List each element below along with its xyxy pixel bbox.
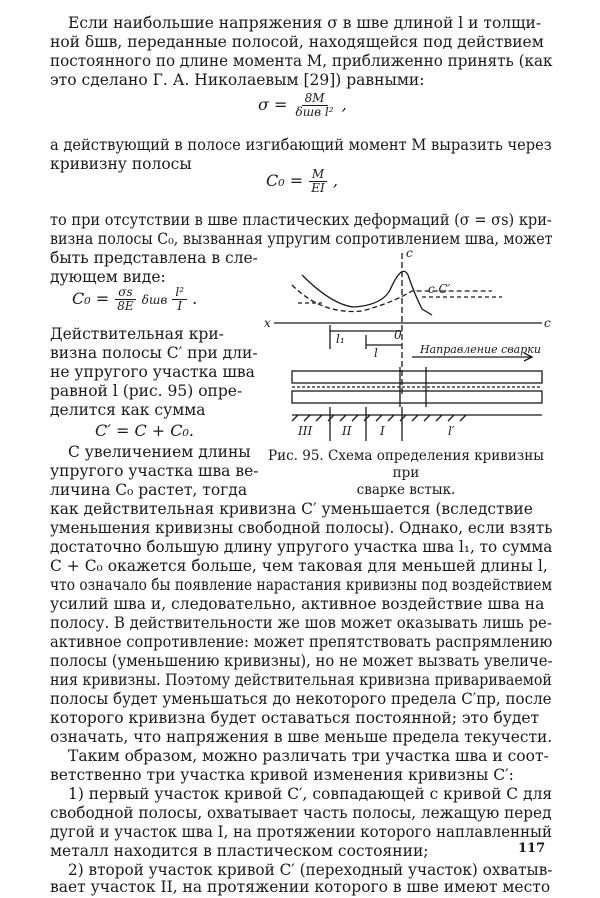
fraction-denominator: 8E — [117, 299, 134, 313]
page-number: 117 — [518, 841, 546, 856]
figure-caption-line: сварке встык. — [356, 482, 456, 498]
text-line: равной l (рис. 95) опре- — [50, 382, 243, 400]
label-zone-3: III — [298, 424, 313, 438]
text-line: Таким образом, можно различать три участка шва и соот- — [68, 747, 549, 765]
fraction — [114, 286, 136, 313]
text-line: дугой и участок шва I, на протяжении которого наплавленный — [50, 823, 552, 841]
label-l1: l₁ — [336, 332, 345, 346]
label-l: l — [374, 346, 378, 360]
text-line: полосы (уменьшению кривизны), но не может вызвать увеличе- — [50, 652, 553, 670]
text-line: ной δшв, переданные полосой, находящейся под действием — [50, 33, 544, 51]
figure-caption-line: Рис. 95. Схема определения кривизны при — [268, 448, 544, 481]
text-line: полосу. В действительности же шов может оказывать лишь ре- — [50, 614, 552, 632]
text-line: упругого участка шва ве- — [50, 462, 259, 480]
plate-upper — [292, 371, 542, 383]
text-line: С увеличением длины — [68, 443, 251, 461]
formula-sum: C′ = C + C₀. — [95, 421, 195, 440]
label-x: x — [264, 316, 271, 330]
label-c-top: c — [406, 246, 413, 260]
label-zone-1: I — [380, 424, 385, 438]
text-line: Если наибольшие напряжения σ в шве длиной l и толщи- — [68, 14, 542, 32]
text-line: кривизну полосы — [50, 155, 192, 173]
text-line: ния кривизны. Поэтому действительная кривизна привариваемой — [50, 671, 552, 689]
fraction-numerator: σs — [115, 286, 135, 300]
text-line: вает участок II, на протяжении которого в шве имеют место — [50, 878, 551, 896]
curve-c-prime — [302, 271, 432, 315]
text-line: которого кривизна будет оставаться постоянной; это будет — [50, 709, 540, 727]
fraction-numerator: l² — [172, 286, 187, 300]
text-line: визна полосы C₀, вызванная упругим сопротивлением шва, может — [50, 230, 553, 248]
formula-curvature-weld — [72, 286, 197, 313]
text-line: быть представлена в сле- — [50, 249, 258, 267]
text-line: как действительная кривизна C′ уменьшается (вследствие — [50, 500, 533, 518]
formula-tail: , — [341, 95, 347, 114]
label-zone-2: II — [342, 424, 352, 438]
text-line: делится как сумма — [50, 401, 206, 419]
label-l-prime: l′ — [448, 424, 455, 438]
text-line: это сделано Г. А. Николаевым [29]) равными: — [50, 71, 425, 89]
text-line: 1) первый участок кривой C′, совпадающей с кривой C для — [68, 785, 553, 803]
text-line: достаточно большую длину упругого участка шва l₁, то сумма — [50, 538, 553, 556]
figure-95-diagram — [262, 245, 556, 445]
text-line: усилий шва и, следовательно, активное воздействие шва на — [50, 595, 545, 613]
fraction-denominator: I — [177, 299, 183, 313]
fraction — [172, 286, 187, 313]
text-line: означать, что напряжения в шве меньше предела текучести. — [50, 728, 553, 746]
text-line: визна полосы C′ при дли- — [50, 344, 258, 362]
figure-caption — [258, 448, 554, 499]
label-c-axis: c — [544, 316, 551, 330]
text-line: личина C₀ растет, тогда — [50, 481, 248, 499]
fraction-numerator: 8M — [302, 92, 328, 106]
text-line: полосы будет уменьшаться до некоторого предела C′пр, после — [50, 690, 552, 708]
text-line: уменьшения кривизны свободной полосы). Однако, если взять — [50, 519, 553, 537]
text-line: постоянного по длине момента M, приближенно принять (как — [50, 52, 553, 70]
formula-tail: , — [332, 171, 338, 190]
label-c-c1: c C′ — [428, 282, 451, 296]
label-zero: 0 — [394, 328, 402, 342]
fraction-numerator: M — [309, 168, 327, 182]
formula-tail: . — [192, 289, 198, 308]
text-line: то при отсутствии в шве пластических деформаций (σ = σs) кри- — [50, 211, 552, 229]
text-line: 2) второй участок кривой C′ (переходный участок) охватыв- — [68, 861, 553, 879]
plate-lower — [292, 391, 542, 403]
text-line: а действующий в полосе изгибающий момент M выразить через — [50, 136, 552, 154]
text-line: свободной полосы, охватывает часть полосы, лежащую перед — [50, 804, 552, 822]
label-direction: Направление сварки — [420, 343, 541, 356]
curve-c — [292, 285, 492, 311]
formula-lhs: C₀ = — [72, 289, 110, 308]
text-line: не упругого участка шва — [50, 363, 255, 381]
text-line: Действительная кри- — [50, 325, 224, 343]
formula-curvature — [266, 168, 338, 195]
text-line: дующем виде: — [50, 268, 166, 286]
formula-lhs: σ = — [258, 95, 288, 114]
text-line: металл находится в пластическом состоянии; — [50, 842, 429, 860]
formula-mid: δшв — [141, 293, 168, 307]
text-line: C + C₀ окажется больше, чем таковая для меньшей длины l, — [50, 557, 548, 575]
fraction-denominator: EI — [311, 181, 325, 195]
fraction — [308, 168, 328, 195]
formula-lhs: C₀ = — [266, 171, 304, 190]
text-line: что означало бы появление нарастания кривизны под воздействием — [50, 576, 553, 594]
text-line: активное сопротивление: может препятствовать распрямлению — [50, 633, 553, 651]
text-line: ветственно три участка кривой изменения кривизны C′: — [50, 766, 514, 784]
fraction-denominator: δшв l² — [295, 105, 334, 119]
fraction — [293, 92, 337, 119]
formula-stress — [258, 92, 347, 119]
